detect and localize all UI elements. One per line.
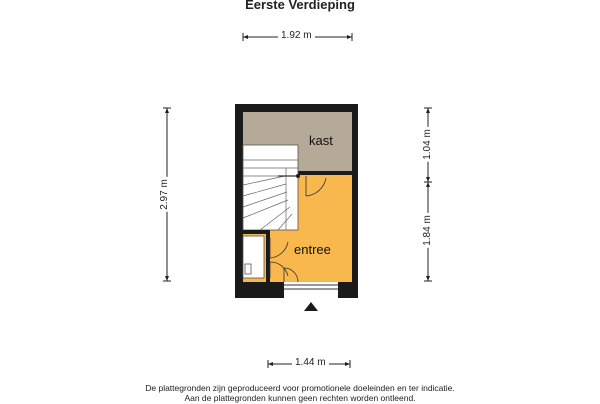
entrance-arrow-icon xyxy=(304,302,318,311)
disclaimer-line-1: De plattegronden zijn geproduceerd voor promotionele doeleinden en ter indicatie. xyxy=(145,383,455,393)
dimension-right-lower: 1.84 m xyxy=(421,215,433,246)
inner-wall-horizontal xyxy=(298,171,352,175)
room-label-storage: kast xyxy=(309,133,333,148)
dimension-bottom-width: 1.44 m xyxy=(292,357,329,368)
utility-cabinet xyxy=(243,236,264,278)
room-label-hallway: entree xyxy=(294,242,331,257)
dimension-right-upper: 1.04 m xyxy=(421,129,433,160)
dimension-top-width: 1.92 m xyxy=(278,30,315,41)
disclaimer-line-2: Aan de plattegronden kunnen geen rechten worden ontleend. xyxy=(184,393,416,403)
floor-title: Eerste Verdieping xyxy=(245,0,355,12)
dimension-left-height: 2.97 m xyxy=(158,179,170,210)
front-door-opening xyxy=(284,282,338,298)
